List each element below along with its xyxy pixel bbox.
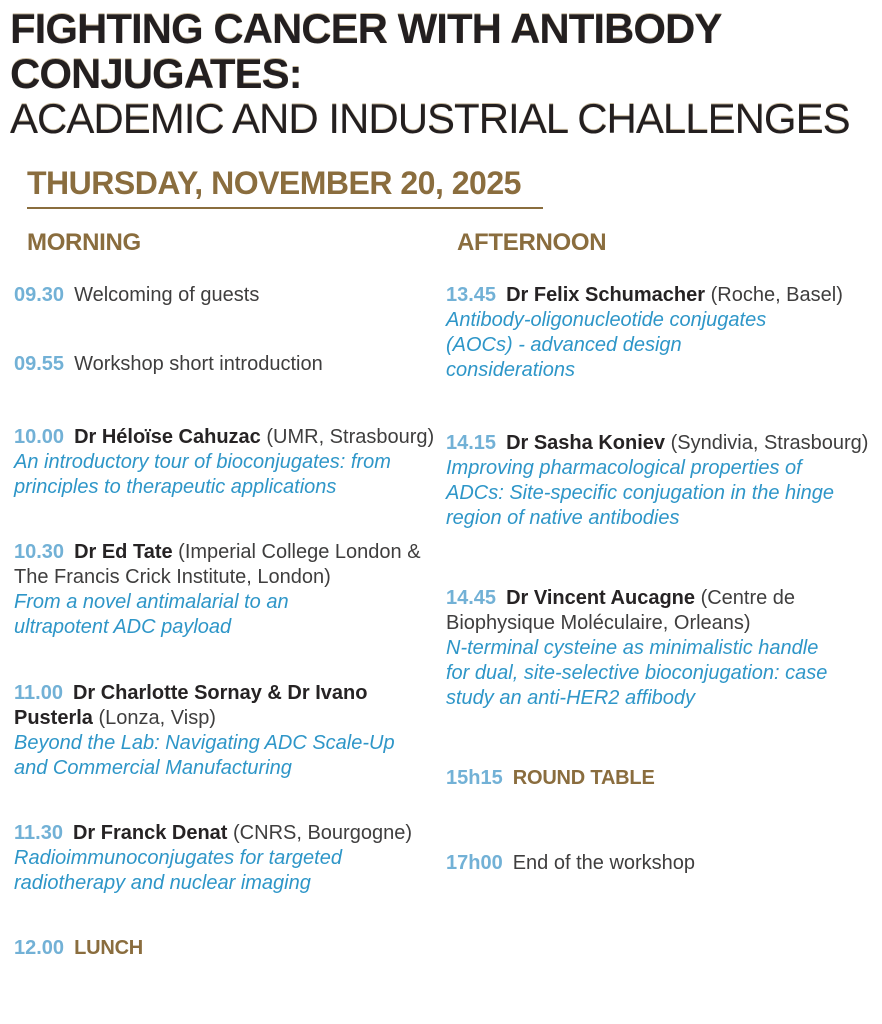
item-heading xyxy=(14,283,450,308)
schedule-item xyxy=(14,821,450,896)
item-time: 13.45 xyxy=(446,284,497,306)
item-heading xyxy=(14,821,450,846)
date-header xyxy=(27,166,543,209)
item-time: 12.00 xyxy=(14,937,65,959)
schedule-item xyxy=(14,283,450,308)
item-heading xyxy=(446,586,882,636)
afternoon-column xyxy=(446,231,882,876)
talk-title-line: and Commercial Manufacturing xyxy=(14,757,292,779)
speaker-affiliation: (UMR, Strasbourg) xyxy=(266,426,435,448)
talk-title-line: N-terminal cysteine as minimalistic handle xyxy=(446,637,819,659)
item-time: 10.30 xyxy=(14,541,65,563)
schedule-item xyxy=(14,681,450,781)
item-time: 11.30 xyxy=(14,822,63,844)
morning-items xyxy=(14,283,450,961)
talk-title xyxy=(446,636,882,711)
item-text: Workshop short introduction xyxy=(74,353,323,375)
afternoon-items xyxy=(446,283,882,876)
speaker-affiliation: (Roche, Basel) xyxy=(710,284,843,306)
talk-title-line: Radioimmunoconjugates for targeted xyxy=(14,847,342,869)
item-heading xyxy=(446,431,882,456)
speaker-name: Dr Héloïse Cahuzac xyxy=(74,426,261,448)
item-time: 14.45 xyxy=(446,587,497,609)
date-header-text: THURSDAY, NOVEMBER 20, 2025 xyxy=(27,165,521,201)
item-heading xyxy=(446,851,882,876)
speaker-affiliation: (Imperial College London & The Francis Crick Institute, London) xyxy=(14,541,421,588)
item-text: ROUND TABLE xyxy=(512,767,655,789)
schedule-item xyxy=(14,352,450,377)
item-time: 11.00 xyxy=(14,682,63,704)
talk-title xyxy=(14,846,450,896)
talk-title-line: From a novel antimalarial to an xyxy=(14,591,289,613)
speaker-affiliation: (Syndivia, Strasbourg) xyxy=(670,432,869,454)
schedule-item xyxy=(446,283,882,383)
page-title-line-1: FIGHTING CANCER WITH ANTIBODY xyxy=(10,5,722,52)
page-title xyxy=(10,6,850,141)
talk-title xyxy=(446,456,882,531)
talk-title-line: Antibody-oligonucleotide conjugates xyxy=(446,309,767,331)
speaker-name: Dr Charlotte Sornay & Dr Ivano Pusterla xyxy=(14,682,368,729)
talk-title-line: study an anti-HER2 affibody xyxy=(446,687,696,709)
talk-title xyxy=(14,450,450,500)
talk-title-line: ADCs: Site-specific conjugation in the hinge xyxy=(446,482,834,504)
page-title-line-2: CONJUGATES: xyxy=(10,50,302,97)
schedule-item xyxy=(446,851,882,876)
schedule-item xyxy=(14,425,450,500)
item-time: 17h00 xyxy=(446,852,503,874)
item-heading xyxy=(14,425,450,450)
talk-title xyxy=(446,308,882,383)
item-heading xyxy=(446,283,882,308)
morning-column xyxy=(14,231,450,961)
item-text: Welcoming of guests xyxy=(74,284,260,306)
speaker-name: Dr Vincent Aucagne xyxy=(506,587,695,609)
speaker-name: Dr Franck Denat xyxy=(72,822,228,844)
item-heading xyxy=(14,540,450,590)
speaker-name: Dr Ed Tate xyxy=(74,541,173,563)
item-time: 09.55 xyxy=(14,353,65,375)
talk-title-line: considerations xyxy=(446,359,575,381)
talk-title-line: radiotherapy and nuclear imaging xyxy=(14,872,311,894)
item-time: 09.30 xyxy=(14,284,65,306)
schedule-item-lunch xyxy=(14,936,450,961)
item-text: LUNCH xyxy=(74,937,144,959)
item-time: 14.15 xyxy=(446,432,497,454)
item-heading xyxy=(14,936,450,961)
speaker-affiliation: (Lonza, Visp) xyxy=(98,707,216,729)
item-text: End of the workshop xyxy=(512,852,696,874)
item-heading xyxy=(446,766,882,791)
item-time: 10.00 xyxy=(14,426,65,448)
speaker-affiliation: (Centre de Biophysique Moléculaire, Orleans) xyxy=(446,587,796,634)
item-heading xyxy=(14,681,450,731)
talk-title-line: for dual, site-selective bioconjugation: case xyxy=(446,662,828,684)
schedule-item-round-table xyxy=(446,766,882,791)
schedule-item xyxy=(14,540,450,640)
talk-title-line: region of native antibodies xyxy=(446,507,680,529)
page-subtitle: ACADEMIC AND INDUSTRIAL CHALLENGES xyxy=(10,95,850,142)
talk-title xyxy=(14,590,450,640)
date-underline xyxy=(27,207,543,209)
talk-title-line: An introductory tour of bioconjugates: from xyxy=(14,451,391,473)
speaker-name: Dr Felix Schumacher xyxy=(506,284,706,306)
talk-title-line: Improving pharmacological properties of xyxy=(446,457,802,479)
morning-heading: MORNING xyxy=(27,229,141,256)
talk-title-line: principles to therapeutic applications xyxy=(14,476,337,498)
item-heading xyxy=(14,352,450,377)
schedule-item xyxy=(446,586,882,711)
item-time: 15h15 xyxy=(446,767,503,789)
talk-title-line: (AOCs) - advanced design xyxy=(446,334,682,356)
talk-title-line: Beyond the Lab: Navigating ADC Scale-Up xyxy=(14,732,395,754)
talk-title-line: ultrapotent ADC payload xyxy=(14,616,232,638)
schedule-item xyxy=(446,431,882,531)
talk-title xyxy=(14,731,450,781)
afternoon-heading: AFTERNOON xyxy=(457,229,607,256)
speaker-name: Dr Sasha Koniev xyxy=(506,432,666,454)
speaker-affiliation: (CNRS, Bourgogne) xyxy=(233,822,412,844)
